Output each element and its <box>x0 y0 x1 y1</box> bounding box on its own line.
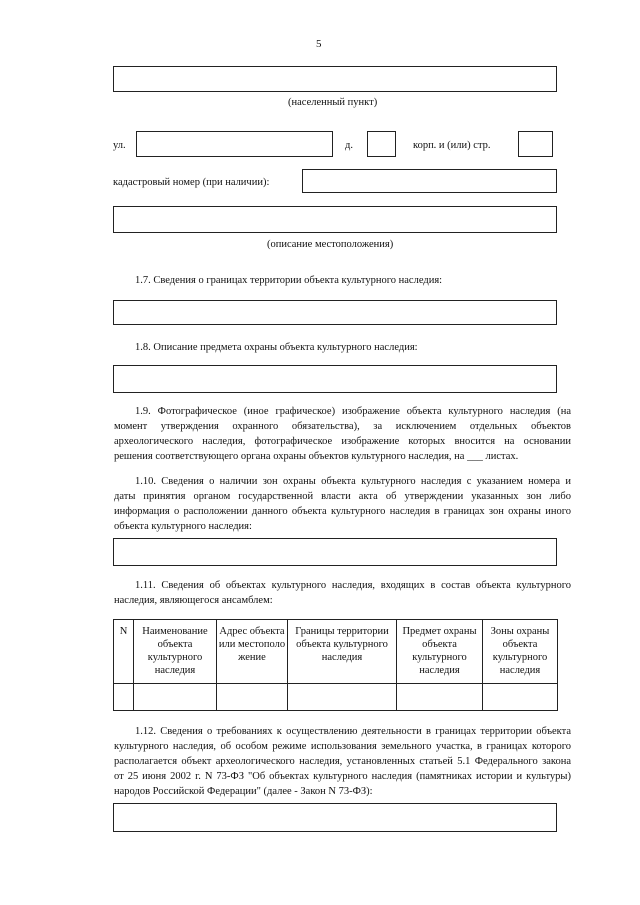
section-1-9-line: решения соответствующего органа охраны объектов культурного наследия, на ___ листах. <box>114 451 519 462</box>
territory-boundaries-input[interactable] <box>113 300 557 325</box>
table-header-cell: Предмет охраны объекта культурного наследия <box>397 620 483 684</box>
ensemble-objects-table <box>113 619 558 711</box>
settlement-input[interactable] <box>113 66 557 92</box>
settlement-caption: (населенный пункт) <box>288 97 378 108</box>
section-1-11-paragraph <box>114 578 571 608</box>
section-1-11-line: 1.11. Сведения об объектах культурного наследия, входящих в состав объекта культурного <box>135 580 571 591</box>
table-header-row <box>114 620 558 684</box>
section-1-12-line: народов Российской Федерации" (далее - Закон N 73-ФЗ): <box>114 786 373 797</box>
section-1-12-line: 1.12. Сведения о требованиях к осуществлению деятельности в границах территории объекта <box>135 726 571 737</box>
section-1-8-heading: 1.8. Описание предмета охраны объекта культурного наследия: <box>135 342 418 353</box>
table-cell[interactable] <box>483 684 558 711</box>
table-cell[interactable] <box>217 684 288 711</box>
page-number: 5 <box>316 38 322 50</box>
section-1-9-paragraph <box>114 404 571 464</box>
section-1-7-heading: 1.7. Сведения о границах территории объекта культурного наследия: <box>135 275 443 286</box>
activity-requirements-input[interactable] <box>113 803 557 832</box>
protection-subject-input[interactable] <box>113 365 557 393</box>
section-1-10-line: даты принятия органом государственной власти акта об утверждении указанных зон либо <box>114 491 571 502</box>
table-cell[interactable] <box>134 684 217 711</box>
section-1-9-line: археологического наследия, фотографическое изображение которых вносится на основании <box>114 436 571 447</box>
table-header-cell: Границы территории объекта культурного наследия <box>288 620 397 684</box>
section-1-10-line: информация о расположении данного объекта культурного наследия в границах зон охраны иного <box>114 506 571 517</box>
building-input[interactable] <box>518 131 553 157</box>
table-header-cell: Адрес объекта или местоположение <box>217 620 288 684</box>
table-header-cell: Наименование объекта культурного наследия <box>134 620 217 684</box>
protection-zones-input[interactable] <box>113 538 557 566</box>
table-cell[interactable] <box>114 684 134 711</box>
building-label: корп. и (или) стр. <box>413 140 491 151</box>
section-1-12-paragraph <box>114 724 571 799</box>
house-label: д. <box>345 140 353 151</box>
cadastral-input[interactable] <box>302 169 557 193</box>
table-row <box>114 684 558 711</box>
section-1-9-line: 1.9. Фотографическое (иное графическое) изображение объекта культурного наследия (на <box>135 406 571 417</box>
house-input[interactable] <box>367 131 396 157</box>
location-description-input[interactable] <box>113 206 557 233</box>
section-1-12-line: культурного наследия, об особом режиме использования земельного участка, в границах которого <box>114 741 571 752</box>
section-1-11-line: наследия, являющегося ансамблем: <box>114 595 273 606</box>
section-1-10-line: 1.10. Сведения о наличии зон охраны объекта культурного наследия с указанием номера и <box>135 476 571 487</box>
section-1-9-line: момент утверждения охранного обязательства), за исключением отдельных объектов <box>114 421 571 432</box>
cadastral-label: кадастровый номер (при наличии): <box>113 177 270 188</box>
section-1-12-line: от 25 июня 2002 г. N 73-ФЗ "Об объектах культурного наследия (памятниках истории и культуры) <box>114 771 571 782</box>
table-cell[interactable] <box>397 684 483 711</box>
street-input[interactable] <box>136 131 333 157</box>
location-caption: (описание местоположения) <box>267 239 394 250</box>
table-cell[interactable] <box>288 684 397 711</box>
table-header-cell: Зоны охраны объекта культурного наследия <box>483 620 558 684</box>
section-1-10-paragraph <box>114 474 571 534</box>
table-header-cell: N <box>114 620 134 684</box>
section-1-10-line: объекта культурного наследия: <box>114 521 252 532</box>
section-1-12-line: располагается объект археологического наследия, установленных статьей 5.1 Федерального закона <box>114 756 571 767</box>
street-label: ул. <box>113 140 126 151</box>
